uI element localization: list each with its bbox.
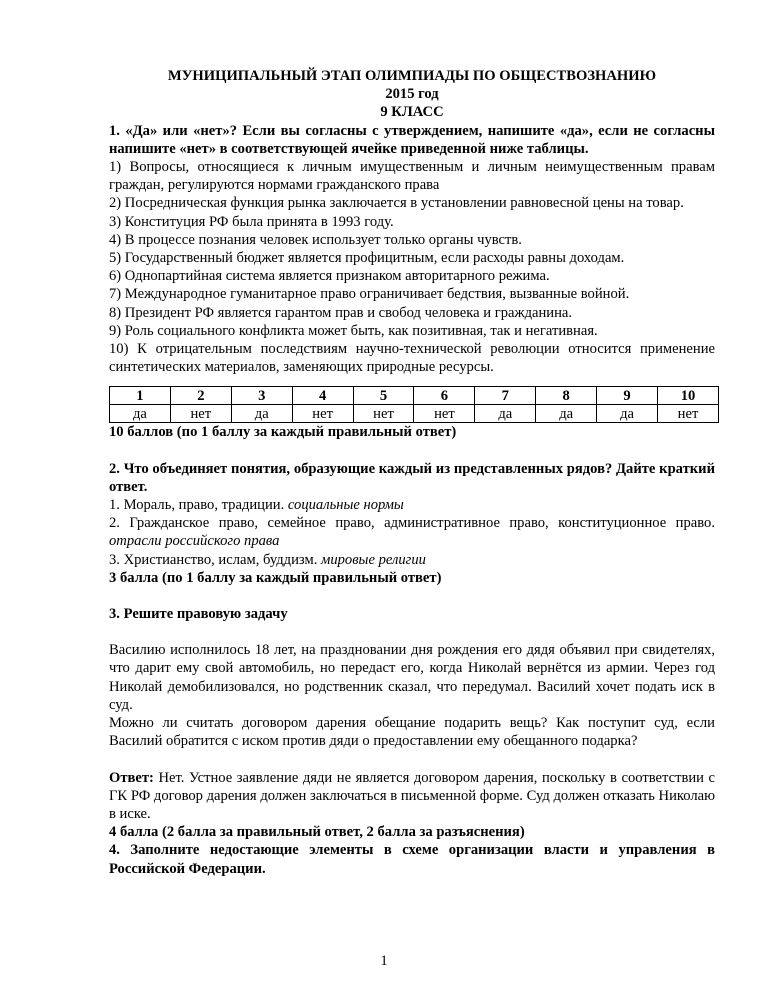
section-gap (109, 442, 715, 460)
answers-table (109, 386, 719, 423)
q2-item (109, 551, 715, 569)
q2-task: 2. Что объединяет понятия, образующие каждый из представленных рядов? Дайте краткий ответ. (109, 460, 715, 495)
table-cell-answer: да (475, 405, 536, 423)
q3-problem: Василию исполнилось 18 лет, на праздновании дня рождения его дядя объявил при свидетелях, что дарит ему свой автомобиль, но передаст его, когда Николай вернётся из армии. Через год Николай демобилизовался, но родственник сказал, что передумал. Василий хочет подать иск в суд. (109, 642, 715, 713)
table-cell-answer: нет (658, 405, 719, 423)
q2-item-answer: отрасли российского права (109, 533, 280, 550)
q1-statement: 6) Однопартийная система является признаком авторитарного режима. (109, 268, 550, 285)
q1-statement: 1) Вопросы, относящиеся к личным имущественным и личным неимущественным правам граждан, регулируются нормами гражданского права (109, 159, 715, 194)
table-cell-number: 7 (475, 387, 536, 405)
table-cell-answer: нет (292, 405, 353, 423)
document-year: 2015 год (385, 86, 439, 103)
q3-answer-text: Нет. Устное заявление дяди не является договором дарения, поскольку в соответствии с ГК РФ договор дарения должен заключаться в письменной форме. Суд должен отказать Николаю в иске. (109, 769, 715, 822)
document-content (109, 67, 715, 878)
table-cell-answer: да (536, 405, 597, 423)
q1-statement: 7) Международное гуманитарное право ограничивает бедствия, вызванные войной. (109, 286, 630, 303)
section-gap (109, 587, 715, 605)
q2-score: 3 балла (по 1 баллу за каждый правильный ответ) (109, 569, 442, 586)
q1-task: 1. «Да» или «нет»? Если вы согласны с утверждением, напишите «да», если не согласны напишите «нет» в соответствующей ячейке приведенной ниже таблицы. (109, 122, 715, 157)
section-gap (109, 751, 715, 769)
q1-statement: 4) В процессе познания человек использует только органы чувств. (109, 231, 522, 248)
table-cell-answer: да (597, 405, 658, 423)
answers-table-number-row (110, 387, 719, 405)
document-grade: 9 КЛАСС (380, 104, 444, 121)
document-title: МУНИЦИПАЛЬНЫЙ ЭТАП ОЛИМПИАДЫ ПО ОБЩЕСТВОЗНАНИЮ (167, 68, 657, 84)
q1-statement: 8) Президент РФ является гарантом прав и свобод человека и гражданина. (109, 304, 573, 321)
table-cell-number: 9 (597, 387, 658, 405)
q1-statement: 10) К отрицательным последствиям научно-технической революции относится применение синтетических материалов, заменяющих природные ресурсы. (109, 341, 715, 376)
table-cell-answer: нет (414, 405, 475, 423)
q3-answer (109, 769, 715, 824)
q2-item-answer: мировые религии (321, 551, 426, 568)
q1-score: 10 баллов (по 1 баллу за каждый правильный ответ) (109, 424, 457, 441)
table-cell-answer: да (231, 405, 292, 423)
q4-task: 4. Заполните недостающие элементы в схеме организации власти и управления в Российской Федерации. (109, 842, 715, 877)
q1-statement: 9) Роль социального конфликта может быть, как позитивная, так и негативная. (109, 322, 598, 339)
table-cell-answer: нет (170, 405, 231, 423)
answers-table-answer-row (110, 405, 719, 423)
table-cell-number: 3 (231, 387, 292, 405)
q2-item (109, 496, 715, 514)
q1-statement: 5) Государственный бюджет является профицитным, если расходы равны доходам. (109, 250, 625, 267)
q3-question: Можно ли считать договором дарения обещание подарить вещь? Как поступит суд, если Василий обратится с иском против дяди о предоставлении ему обещанного подарка? (109, 715, 715, 750)
table-cell-number: 10 (658, 387, 719, 405)
q2-item-answer: социальные нормы (287, 497, 404, 514)
q1-statement: 2) Посредническая функция рынка заключается в установлении равновесной цены на товар. (109, 195, 684, 212)
q2-item-text: 1. Мораль, право, традиции. (109, 497, 285, 514)
q2-item-text: 3. Христианство, ислам, буддизм. (109, 551, 318, 568)
table-cell-answer: нет (353, 405, 414, 423)
q2-item (109, 514, 715, 550)
table-cell-answer: да (110, 405, 171, 423)
q3-task: 3. Решите правовую задачу (109, 606, 288, 623)
table-cell-number: 5 (353, 387, 414, 405)
table-cell-number: 6 (414, 387, 475, 405)
q3-answer-label: Ответ: (109, 769, 154, 786)
table-cell-number: 1 (110, 387, 171, 405)
table-cell-number: 2 (170, 387, 231, 405)
table-cell-number: 4 (292, 387, 353, 405)
q3-score: 4 балла (2 балла за правильный ответ, 2 балла за разъяснения) (109, 824, 525, 841)
page-number: 1 (380, 953, 388, 969)
q1-statement: 3) Конституция РФ была принята в 1993 году. (109, 213, 394, 230)
q2-item-text: 2. Гражданское право, семейное право, административное право, конституционное право. (109, 515, 715, 532)
table-cell-number: 8 (536, 387, 597, 405)
section-gap (109, 623, 715, 641)
